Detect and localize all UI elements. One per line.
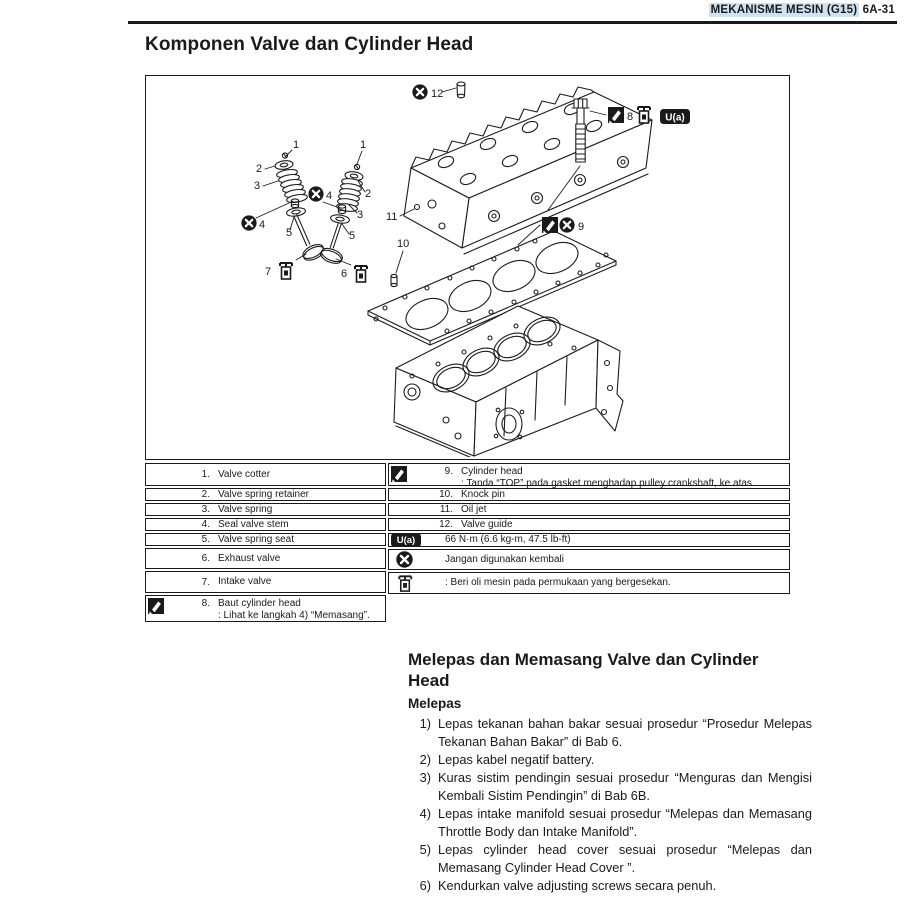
no-reuse-icon (396, 551, 413, 568)
callout-8: 8 (627, 111, 634, 123)
icon-cell (389, 466, 429, 482)
table-row (388, 572, 790, 594)
torque-badge-icon (391, 533, 421, 547)
page-title: Komponen Valve dan Cylinder Head (145, 34, 474, 55)
part-name: Knock pin (461, 488, 505, 500)
table-row (388, 463, 790, 489)
no-reuse-icon (308, 186, 323, 201)
callout-3b: 3 (357, 209, 364, 221)
oil-note: : Beri oli mesin pada permukaan yang bergesekan. (445, 577, 671, 589)
callout-11: 11 (386, 211, 398, 223)
step-text: Lepas kabel negatif battery. (438, 752, 595, 767)
no-reuse-note: Jangan digunakan kembali (445, 553, 564, 565)
part-number: 3. (201, 504, 210, 515)
callout-10: 10 (397, 238, 410, 250)
part-number: 2. (201, 489, 210, 500)
list-item (408, 805, 812, 841)
table-row (388, 549, 790, 570)
table-row (145, 533, 386, 546)
torque-badge-icon (660, 109, 690, 124)
wrench-note-icon (391, 466, 407, 482)
left-valve-assembly (275, 153, 327, 263)
table-row (145, 548, 386, 569)
icon-cell (389, 551, 429, 568)
callout-2b: 2 (365, 188, 372, 200)
no-reuse-icon (559, 217, 574, 232)
step-text: Lepas cylinder head cover sesuai prosedur “Melepas dan Memasang Cylinder Head Cover ”. (438, 842, 812, 875)
torque-badge-label: U(a) (665, 112, 685, 124)
part-number: 5. (201, 534, 210, 545)
torque-value: 66 N·m (6.6 kg-m, 47.5 lb-ft) (445, 534, 571, 546)
part-name: Valve spring (218, 503, 273, 515)
callout-1b: 1 (360, 139, 367, 151)
table-row (145, 518, 386, 531)
step-text: Kendurkan valve adjusting screws secara penuh. (438, 878, 717, 893)
part-note: : Tanda “TOP” pada gasket menghadap pulley crankshaft, ke atas. (461, 477, 755, 489)
header-page-number: 6A-31 (862, 4, 895, 16)
part-number: 11. (439, 504, 453, 515)
icon-cell (389, 533, 429, 547)
part-name: Valve spring retainer (218, 488, 309, 500)
callout-7: 7 (265, 266, 272, 278)
step-text: Kuras sistim pendingin sesuai prosedur “Menguras dan Mengisi Kembali Sistim Pendingin” di Bab 6B. (438, 770, 812, 803)
part-name-note (461, 466, 755, 489)
callout-3: 3 (254, 180, 261, 192)
part-number: 9. (444, 466, 453, 477)
page-header (709, 4, 895, 16)
valve-guide-part (457, 82, 465, 98)
table-row (145, 571, 386, 593)
callout-1: 1 (293, 139, 300, 151)
icon-cell (146, 598, 186, 614)
callout-5: 5 (286, 227, 293, 239)
part-name: Valve spring seat (218, 533, 294, 545)
step-number: 1) (419, 716, 431, 731)
step-number: 5) (419, 842, 431, 857)
step-number: 6) (419, 878, 431, 893)
header-rule (128, 21, 897, 24)
parts-table-left (145, 463, 386, 624)
table-row (145, 595, 386, 622)
part-number: 7. (201, 576, 210, 588)
table-row (388, 533, 790, 547)
table-row (145, 503, 386, 516)
section-subheading: Melepas (408, 696, 462, 711)
wrench-note-icon (542, 217, 558, 233)
part-name: Exhaust valve (218, 552, 281, 564)
header-section-label: MEKANISME MESIN (G15) (710, 4, 858, 16)
step-text: Lepas tekanan bahan bakar sesuai prosedur “Prosedur Melepas Tekanan Bahan Bakar” di Bab 6. (438, 716, 812, 749)
callout-5b: 5 (349, 230, 356, 242)
no-reuse-icon (412, 84, 427, 99)
icon-cell (389, 573, 429, 593)
step-number: 4) (419, 806, 431, 821)
exploded-diagram (146, 76, 787, 457)
oil-icon (355, 266, 367, 282)
part-name: Intake valve (218, 576, 272, 588)
figure-box (145, 75, 790, 460)
section-heading: Melepas dan Memasang Valve dan Cylinder Head (408, 650, 759, 690)
part-name: Valve cotter (218, 468, 271, 480)
callout-2: 2 (256, 163, 263, 175)
callout-9: 9 (578, 221, 585, 233)
torque-badge-label: U(a) (396, 534, 416, 546)
part-note: : Lihat ke langkah 4) “Memasang”. (218, 609, 370, 621)
table-row (388, 503, 790, 516)
oil-icon (280, 263, 292, 279)
part-number: 6. (201, 553, 210, 564)
part-number: 1. (201, 469, 210, 480)
list-item (408, 715, 812, 751)
callout-4: 4 (259, 219, 266, 231)
part-name: Oil jet (461, 503, 487, 515)
parts-table-right (388, 463, 790, 596)
no-reuse-icon (241, 215, 256, 230)
wrench-note-icon (608, 107, 624, 123)
part-number: 10. (439, 489, 453, 500)
step-text: Lepas intake manifold sesuai prosedur “Melepas dan Memasang Throttle Body dan Intake Manifold”. (438, 806, 812, 839)
list-item (408, 769, 812, 805)
part-name: Valve guide (461, 518, 513, 530)
oil-icon (397, 573, 414, 593)
callout-4b: 4 (326, 190, 333, 202)
table-row (388, 518, 790, 531)
callout-12: 12 (431, 88, 444, 100)
part-number: 8. (201, 598, 210, 609)
part-name-note (218, 598, 370, 621)
part-number: 12. (439, 519, 453, 530)
table-row (388, 488, 790, 501)
step-number: 2) (419, 752, 431, 767)
procedure-steps (408, 715, 812, 895)
part-name: Baut cylinder head (218, 598, 301, 609)
list-item (408, 841, 812, 877)
list-item (408, 751, 812, 769)
knock-pin-part (391, 274, 397, 286)
step-number: 3) (419, 770, 431, 785)
list-item (408, 877, 812, 895)
part-number: 4. (201, 519, 210, 530)
oil-icon (638, 107, 650, 123)
table-row (145, 463, 386, 486)
part-name: Seal valve stem (218, 518, 289, 530)
wrench-note-icon (148, 598, 164, 614)
callout-6: 6 (341, 268, 348, 280)
part-name: Cylinder head (461, 466, 523, 477)
table-row (145, 488, 386, 501)
